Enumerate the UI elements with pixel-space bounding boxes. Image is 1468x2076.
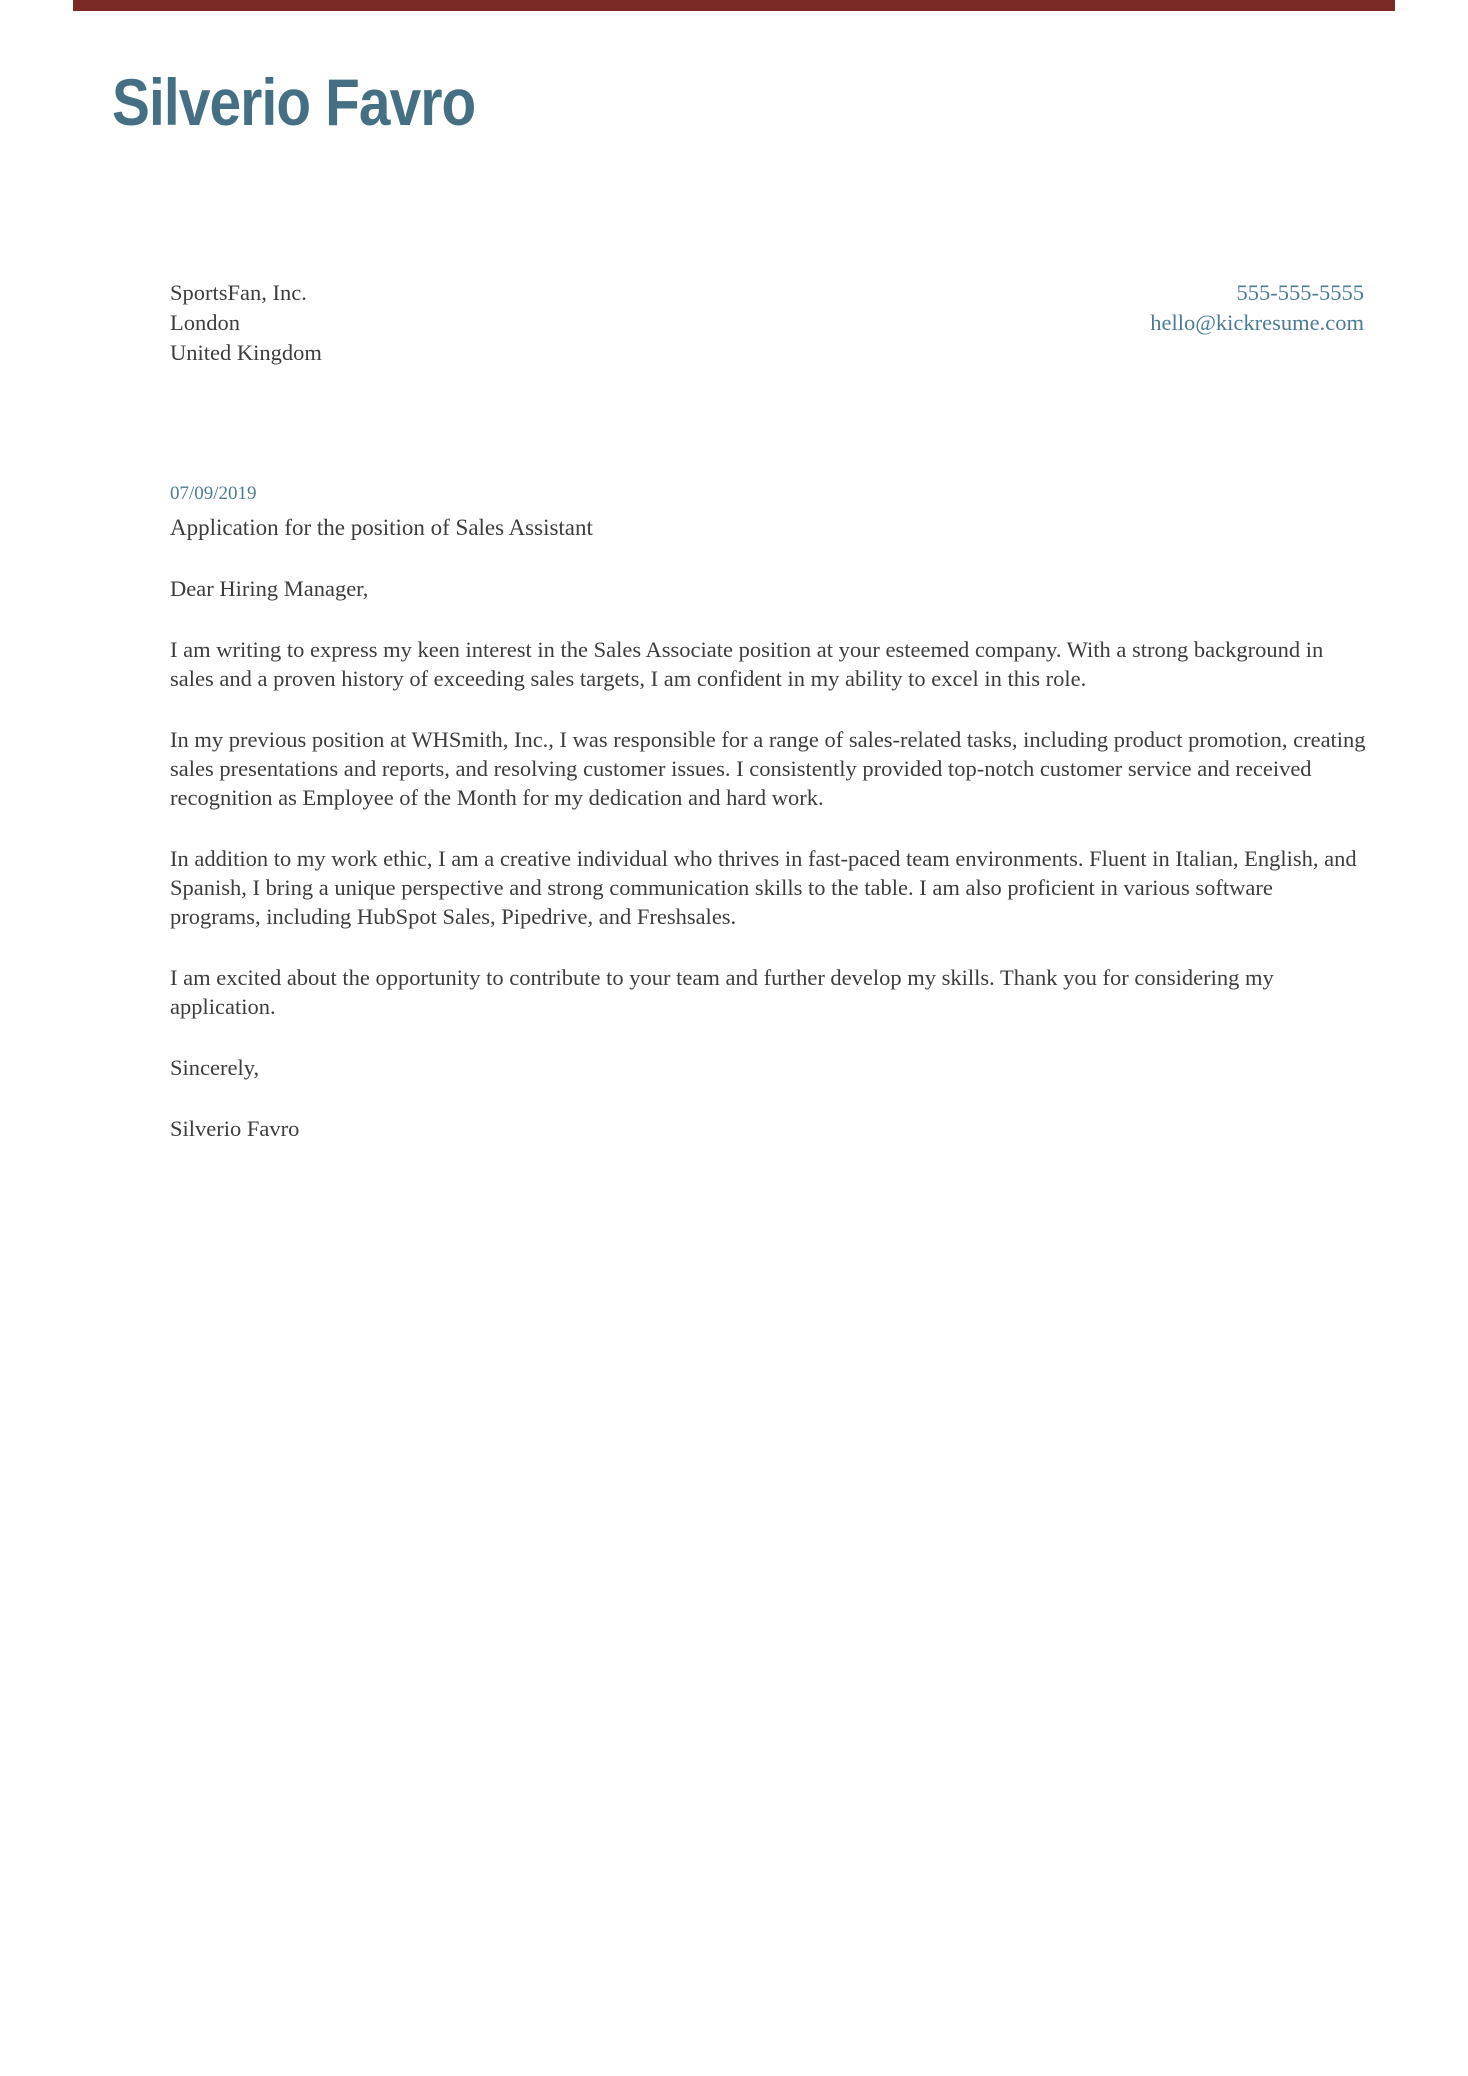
signature-name: Silverio Favro xyxy=(170,1116,300,1141)
body-paragraph: I am writing to express my keen interest in the Sales Associate position at your esteemed company. With a strong background in sales and a proven history of exceeding sales targets, I am confident in my ability to excel in this role. xyxy=(170,637,1324,691)
letter-subject: Application for the position of Sales Assistant xyxy=(170,515,593,540)
letter-body xyxy=(170,482,1366,1143)
recipient-block xyxy=(170,278,322,368)
body-paragraph: In addition to my work ethic, I am a creative individual who thrives in fast-paced team environments. Fluent in Italian, English, and Spanish, I bring a unique perspective and strong communication skills to the table. I am also proficient in various software programs, including HubSpot Sales, Pipedrive, and Freshsales. xyxy=(170,846,1357,929)
body-paragraph: In my previous position at WHSmith, Inc., I was responsible for a range of sales-related tasks, including product promotion, creating sales presentations and reports, and resolving customer issues. I consistently provided top-notch customer service and received recognition as Employee of the Month for my dedication and hard work. xyxy=(170,727,1366,810)
top-accent-bar xyxy=(73,0,1395,11)
letter-date: 07/09/2019 xyxy=(170,483,257,504)
recipient-country: United Kingdom xyxy=(170,340,322,365)
body-paragraph: I am excited about the opportunity to contribute to your team and further develop my skills. Thank you for considering my application. xyxy=(170,965,1274,1019)
closing: Sincerely, xyxy=(170,1055,260,1080)
recipient-company: SportsFan, Inc. xyxy=(170,280,307,305)
applicant-name-heading: Silverio Favro xyxy=(112,65,476,139)
recipient-city: London xyxy=(170,310,240,335)
email-link[interactable]: hello@kickresume.com xyxy=(1150,310,1364,335)
phone-number: 555-555-5555 xyxy=(1236,280,1364,305)
salutation: Dear Hiring Manager, xyxy=(170,576,369,601)
contact-block xyxy=(1150,278,1364,338)
